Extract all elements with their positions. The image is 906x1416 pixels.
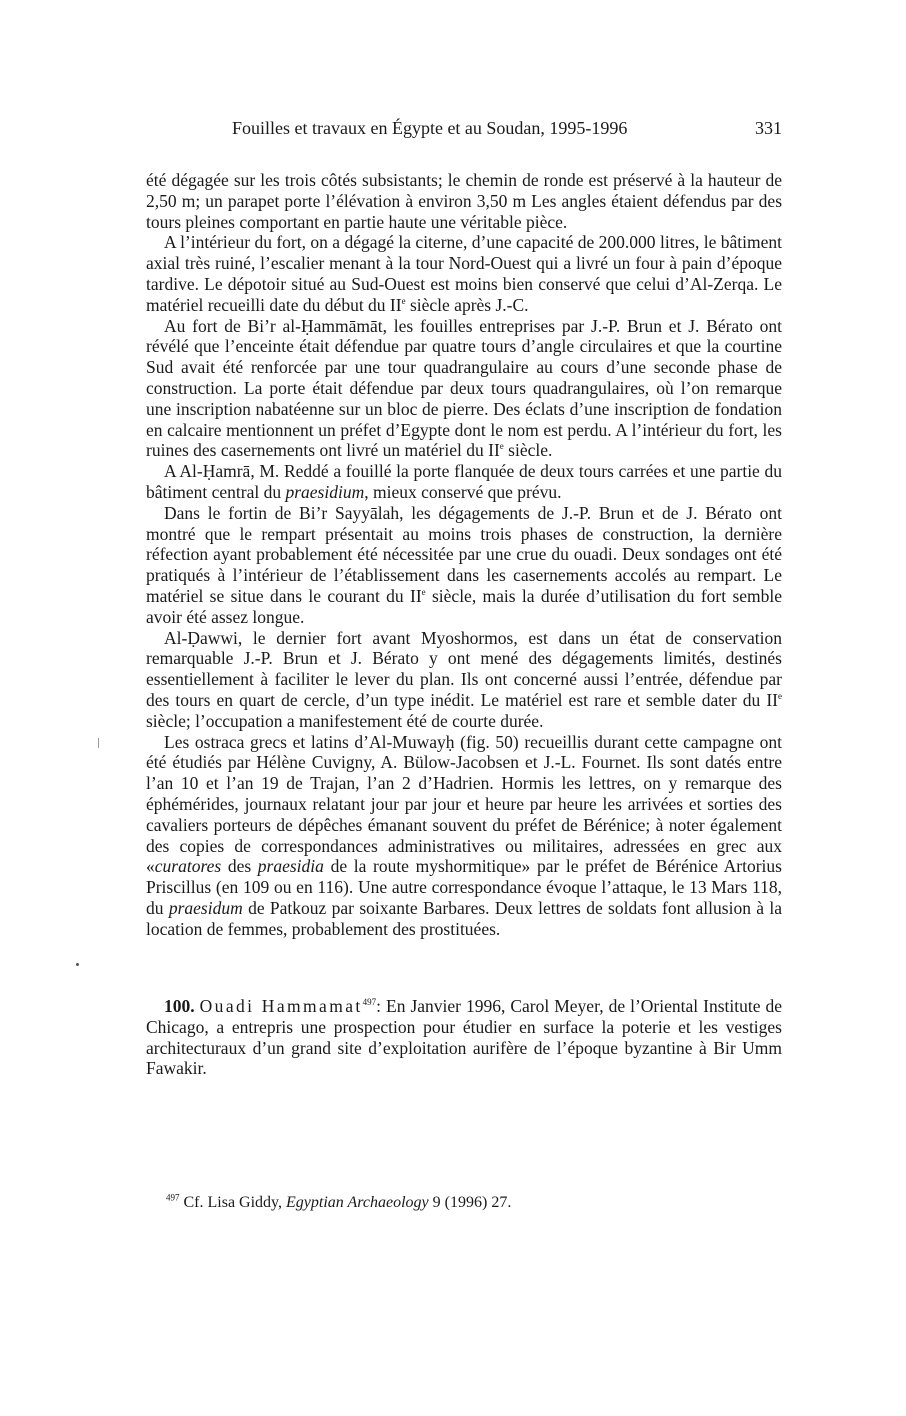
text-run: siècle après J.-C.: [405, 294, 529, 315]
footnote-journal: Egyptian Archaeology: [286, 1194, 429, 1211]
text-run: de la route myshormitique» par le préfet de Bérénice Artorius Priscillus (en 109 ou en 116). Une autre correspondance évoque l’attaque, le 13 Mars 118, du: [146, 856, 782, 918]
superscript: e: [778, 691, 782, 702]
paragraph: [146, 232, 782, 315]
superscript: e: [421, 587, 426, 598]
italic-text: praesidia: [257, 856, 324, 877]
section-number: 100.: [164, 996, 195, 1016]
page-header: [148, 118, 782, 142]
superscript: e: [401, 295, 406, 306]
section-text: : En Janvier 1996, Carol Meyer, de l’Oriental Institute de Chicago, a entrepris une prospection pour étudier en surface la poterie et les vestiges architecturaux d’un grand site d’exploitation aurifère de l’époque byzantine à Bir Umm Fawakir.: [146, 996, 782, 1079]
text-run: Al-Ḍawwi, le dernier fort avant Myoshormos, est dans un état de conservation remarquable J.-P. Brun et J. Bérato y ont mené des dégagements limités, destinés essentiellement à faciliter le lever du plan. Ils ont concerné aussi l’entrée, défendue par des tours en quart de cercle, d’un type inédit. Le matériel est rare et semble dater du II: [146, 627, 782, 710]
paragraph: [146, 503, 782, 628]
footnote-text-after: 9 (1996) 27.: [428, 1194, 512, 1211]
section-100: [146, 996, 782, 1079]
paragraph: [146, 170, 782, 232]
footnote-text-before: Cf. Lisa Giddy,: [183, 1194, 287, 1211]
text-run: siècle; l’occupation a manifestement été de courte durée.: [146, 710, 544, 731]
margin-mark: [98, 738, 99, 748]
section-place: Ouadi Hammamat: [199, 996, 363, 1016]
text-run: , mieux conservé que prévu.: [364, 481, 562, 502]
text-run: Au fort de Bi’r al-Ḥammāmāt, les fouilles entreprises par J.-P. Brun et J. Bérato ont révélé que l’enceinte était défendue par quatre tours d’angle circulaires et que la courtine Sud avait été renforcée par une tour quadrangulaire au cours d’une seconde phase de construction. La porte était défendue par deux tours quadrangulaires, où l’on remarque une inscription nabatéenne sur un bloc de pierre. Des éclats d’une inscription de fondation en calcaire mentionnent un préfet d’Egypte dont le nom est perdu. A l’intérieur du fort, les ruines des casernements ont livré un matériel du II: [146, 315, 782, 461]
text-run: A l’intérieur du fort, on a dégagé la citerne, d’une capacité de 200.000 litres, le bâtiment axial très ruiné, l’escalier menant à la tour Nord-Ouest qui a livré un four à pain d’époque tardive. Le dépotoir situé au Sud-Ouest est moins bien conservé que celui d’Al-Zerqa. Le matériel recueilli date du début du II: [146, 232, 782, 315]
paragraph: [146, 732, 782, 940]
paragraph: [146, 461, 782, 503]
text-run: siècle, mais la durée d’utilisation du fort semble avoir été assez longue.: [146, 585, 783, 627]
page-number: 331: [755, 118, 782, 138]
text-run: de Patkouz par soixante Barbares. Deux lettres de soldats font allusion à la location de femmes, probablement des prostituées.: [146, 897, 783, 939]
footnote: [148, 1193, 782, 1213]
italic-text: praesidium: [285, 481, 365, 502]
text-run: A Al-Ḥamrā, M. Reddé a fouillé la porte flanquée de deux tours carrées et une partie du bâtiment central du: [146, 461, 782, 502]
text-run: été dégagée sur les trois côtés subsistants; le chemin de ronde est préservé à la hauteur de 2,50 m; un parapet porte l’élévation à environ 3,50 m Les angles étaient défendus par des tours pleines comportant en partie haute une véritable pièce.: [146, 170, 782, 232]
running-title: Fouilles et travaux en Égypte et au Soudan, 1995-1996: [232, 118, 628, 138]
superscript: e: [499, 441, 504, 452]
footnote-ref[interactable]: 497: [362, 997, 377, 1008]
body-text: [146, 170, 782, 939]
footnote-number: 497: [166, 1192, 180, 1203]
text-run: Les ostraca grecs et latins d’Al-Muwayḥ (fig. 50) recueillis durant cette campagne ont été étudiés par Hélène Cuvigny, A. Bülow-Jacobsen et J.-L. Fournet. Ils sont datés entre l’an 10 et l’an 19 de Trajan, l’an 2 d’Hadrien. Hormis les lettres, on y remarque des éphémérides, journaux relatant jour par jour et heure par heure les arrivées et sorties des cavaliers porteurs de dépêches émanant souvent du préfet de Bérénice; à noter également des copies de correspondances administratives ou militaires, adressées en grec aux «: [146, 731, 782, 877]
paragraph: [146, 316, 782, 462]
margin-dot: [76, 963, 79, 966]
text-run: Dans le fortin de Bi’r Sayyālah, les dégagements de J.-P. Brun et de J. Bérato ont montré que le rempart présentait au moins trois phases de construction, la dernière réfection ayant probablement été nécessitée par une crue du ouadi. Deux sondages ont été pratiqués à l’intérieur de l’établissement dans les casernements accolés au rempart. Le matériel se situe dans le courant du II: [146, 502, 782, 606]
italic-text: curatores: [154, 856, 222, 877]
italic-text: praesidum: [168, 897, 243, 918]
text-run: des: [221, 856, 258, 877]
paragraph: [146, 628, 782, 732]
text-run: siècle.: [503, 440, 553, 461]
